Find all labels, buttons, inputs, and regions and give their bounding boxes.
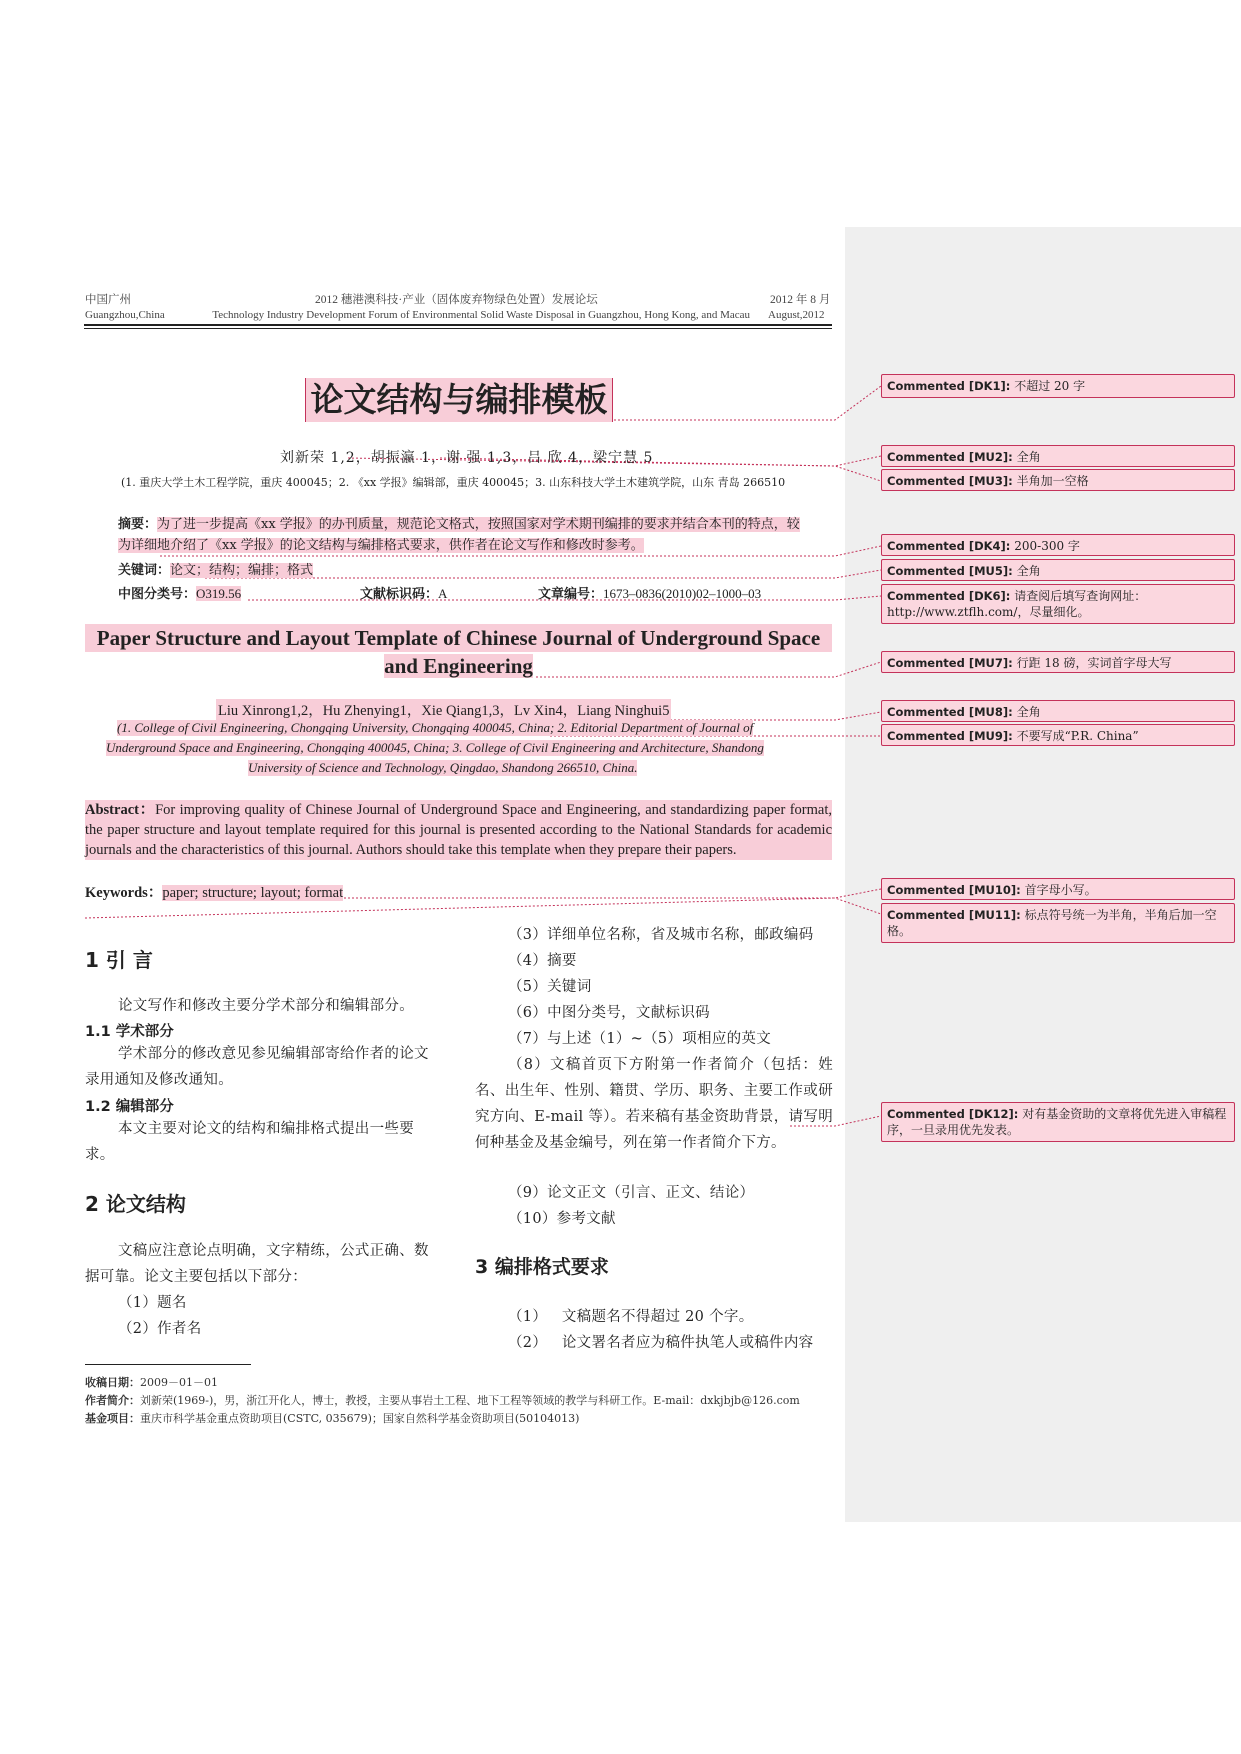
- section-1-2-heading: 1.2 编辑部分: [85, 1099, 174, 1115]
- list-item: （2）作者名: [118, 1321, 202, 1337]
- authors-cn: 刘新荣 1,2，胡振瀛 1，谢 强 1,3，吕 欣 4，梁宁慧 5: [280, 450, 654, 466]
- doc-code-label: 文献标识码：: [360, 587, 439, 602]
- header-rule-thin: [84, 328, 832, 329]
- received-value: 2009－01－01: [140, 1376, 218, 1389]
- abstract-en: [85, 800, 832, 860]
- header-right-cn: 2012 年 8 月: [770, 294, 831, 306]
- list-item-10: （10）参考文献: [508, 1211, 616, 1227]
- abstract-cn-label: 摘要：: [118, 517, 158, 532]
- section-3-heading: 3 编排格式要求: [475, 1256, 609, 1278]
- section-2-paragraph: 文稿应注意论点明确，文字精练，公式正确、数据可靠。论文主要包括以下部分：: [85, 1243, 429, 1285]
- keywords-cn-label: 关键词：: [118, 563, 171, 578]
- comment-balloon[interactable]: Commented [MU8]: 全角: [881, 700, 1235, 722]
- doc-code-value: A: [438, 586, 448, 601]
- abstract-en-label: Abstract：: [85, 802, 156, 818]
- footnote-fund: [85, 1410, 579, 1428]
- article-number: [538, 583, 761, 602]
- paper-title-en-line2: and Engineering: [384, 654, 533, 678]
- paper-title-en-line2-wrap: [85, 652, 832, 680]
- list-item-8: （8）文稿首页下方附第一作者简介（包括：姓名、出生年、性别、籍贯、学历、职务、主要工作或研究方向、E-mail 等）。若来稿有基金资助背景，请写明何种基金及基金编号，列在第一作者简介下方。: [475, 1057, 833, 1151]
- list-item: （2） 论文署名者应为稿件执笔人或稿件内容: [508, 1335, 814, 1351]
- comment-balloon[interactable]: Commented [DK4]: 200-300 字: [881, 534, 1235, 556]
- header-rule: [84, 324, 832, 326]
- section-1-heading: 1 引 言: [85, 948, 153, 972]
- abstract-cn: [118, 514, 803, 556]
- header-left-en: Guangzhou,China: [85, 309, 165, 321]
- list-item: （6）中图分类号，文献标识码: [508, 1005, 710, 1021]
- clc-value: O319.56: [196, 586, 242, 601]
- keywords-en-text: paper; structure; layout; format: [162, 885, 344, 901]
- comment-balloon[interactable]: Commented [MU3]: 半角加一空格: [881, 469, 1235, 491]
- header-center-cn: 2012 穗港澳科技·产业（固体废弃物绿色处置）发展论坛: [315, 294, 598, 306]
- paper-title-cn: 论文结构与编排模板: [305, 378, 613, 422]
- article-number-label: 文章编号：: [538, 587, 604, 602]
- doc-code: [360, 583, 447, 602]
- clc-label: 中图分类号：: [118, 587, 197, 602]
- abstract-en-text: For improving quality of Chinese Journal of Underground Space and Engineering, and standardizing paper format, the paper structure and layout template required for this journal is presented according to the National Standards for academic journals and the characteristics of this journal. Authors should take this template when they prepare their papers.: [85, 802, 832, 858]
- comment-balloon[interactable]: Commented [DK1]: 不超过 20 字: [881, 374, 1235, 398]
- list-item: （1） 文稿题名不得超过 20 个字。: [508, 1309, 754, 1325]
- footnote-author: [85, 1392, 845, 1410]
- header-center-en: Technology Industry Development Forum of Environmental Solid Waste Disposal in Guangzhou, Hong Kong, and Macau: [212, 309, 750, 321]
- header-left-cn: 中国广州: [85, 294, 131, 306]
- comment-balloon[interactable]: Commented [MU5]: 全角: [881, 559, 1235, 581]
- section-2-heading: 2 论文结构: [85, 1192, 186, 1216]
- comment-pane: [845, 227, 1241, 1522]
- keywords-en: [85, 881, 343, 902]
- affiliation-en-2: Underground Space and Engineering, Chongqing 400045, China; 3. College of Civil Engineering and Architecture, Shandong: [106, 740, 764, 755]
- affiliation-en-1: (1. College of Civil Engineering, Chongqing University, Chongqing 400045, China; 2. Editorial Department of Journal of: [117, 720, 754, 735]
- section-1-1-heading: 1.1 学术部分: [85, 1024, 174, 1040]
- header-right-en: August,2012: [768, 309, 825, 321]
- list-item: （5）关键词: [508, 979, 592, 995]
- keywords-en-label: Keywords：: [85, 885, 163, 901]
- article-number-value: 1673–0836(2010)02–1000–03: [603, 586, 762, 601]
- affiliation-en-3: University of Science and Technology, Qingdao, Shandong 266510, China.: [248, 760, 638, 775]
- authors-en: Liu Xinrong1,2，Hu Zhenying1，Xie Qiang1,3，Lv Xin4，Liang Ninghui5: [216, 699, 671, 720]
- keywords-cn: [118, 559, 313, 578]
- comment-balloon[interactable]: Commented [MU7]: 行距 18 磅，实词首字母大写: [881, 651, 1235, 673]
- section-1-paragraph: 论文写作和修改主要分学术部分和编辑部分。: [118, 998, 414, 1014]
- fund-value: 重庆市科学基金重点资助项目(CSTC, 035679)；国家自然科学基金资助项目(50104013): [140, 1412, 580, 1425]
- paper-title-en-line1: Paper Structure and Layout Template of Chinese Journal of Underground Space: [85, 624, 832, 652]
- section-1-1-paragraph: 学术部分的修改意见参见编辑部寄给作者的论文录用通知及修改通知。: [85, 1046, 429, 1088]
- list-item: （1）题名: [118, 1295, 187, 1311]
- comment-balloon[interactable]: Commented [DK6]: 请查阅后填写查询网址：http://www.ztflh.com/，尽量细化。: [881, 584, 1235, 624]
- author-bio-value: 刘新荣(1969-)，男，浙江开化人，博士，教授，主要从事岩土工程、地下工程等领域的教学与科研工作。E-mail：dxkjbjb@126.com: [140, 1394, 800, 1407]
- author-bio-label: 作者简介：: [85, 1394, 140, 1407]
- comment-balloon[interactable]: Commented [DK12]: 对有基金资助的文章将优先进入审稿程序，一旦录用优先发表。: [881, 1102, 1235, 1142]
- footnote-received: [85, 1374, 218, 1392]
- section-1-2-paragraph: 本文主要对论文的结构和编排格式提出一些要求。: [85, 1121, 414, 1163]
- clc-line: [118, 583, 241, 602]
- comment-balloon[interactable]: Commented [MU10]: 首字母小写。: [881, 878, 1235, 900]
- affiliation-cn: (1. 重庆大学土木工程学院，重庆 400045；2. 《xx 学报》编辑部，重庆 400045；3. 山东科技大学土木建筑学院，山东 青岛 266510: [121, 476, 786, 489]
- keywords-cn-text: 论文；结构；编排；格式: [170, 563, 314, 578]
- comment-balloon[interactable]: Commented [MU11]: 标点符号统一为半角，半角后加一空格。: [881, 903, 1235, 943]
- comment-balloon[interactable]: Commented [MU9]: 不要写成“P.R. China”: [881, 724, 1235, 746]
- list-item: （7）与上述（1）~（5）项相应的英文: [508, 1031, 772, 1047]
- footnote-rule: [85, 1364, 251, 1365]
- fund-label: 基金项目：: [85, 1412, 140, 1425]
- list-item: （3）详细单位名称，省及城市名称，邮政编码: [508, 927, 814, 943]
- abstract-cn-text: 为了进一步提高《xx 学报》的办刊质量，规范论文格式，按照国家对学术期刊编排的要求并结合本刊的特点，较为详细地介绍了《xx 学报》的论文结构与编排格式要求，供作者在论文写作和修改时参考。: [118, 517, 800, 553]
- comment-balloon[interactable]: Commented [MU2]: 全角: [881, 445, 1235, 467]
- list-item-9: （9）论文正文（引言、正文、结论）: [508, 1185, 755, 1201]
- received-label: 收稿日期：: [85, 1376, 140, 1389]
- list-item: （4）摘要: [508, 953, 577, 969]
